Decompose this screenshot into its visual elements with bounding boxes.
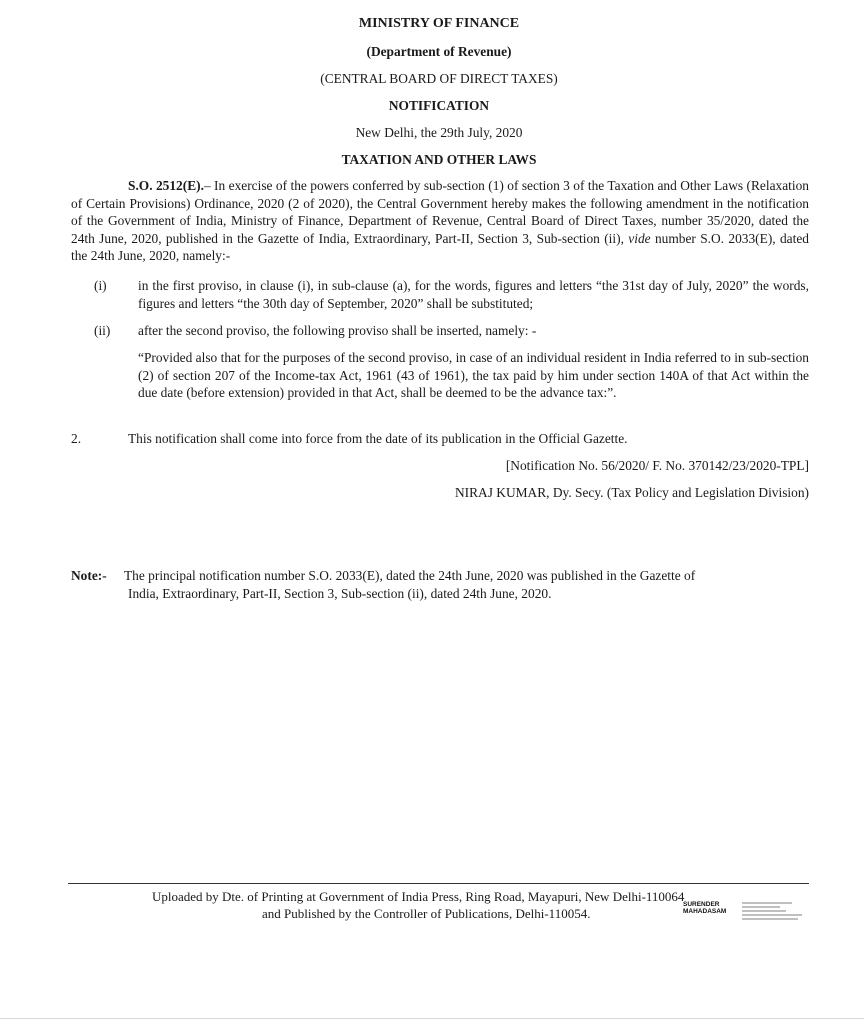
paragraph-2-number: 2. bbox=[71, 431, 82, 446]
paragraph-2-text: This notification shall come into force from the date of its publication in the Official Gazette. bbox=[128, 431, 628, 446]
item-text-ii: after the second proviso, the following proviso shall be inserted, namely: - bbox=[138, 323, 537, 338]
footer-line-1: Uploaded by Dte. of Printing at Government of India Press, Ring Road, Mayapuri, New Delhi-110064 bbox=[152, 889, 685, 904]
digital-signature-stamp-icon bbox=[740, 900, 804, 922]
main-paragraph bbox=[71, 177, 809, 265]
intro-text-part2: number S.O. 2033(E), dated the 24th June, 2020, namely:- bbox=[71, 230, 809, 264]
proviso-text: “Provided also that for the purposes of the second proviso, in case of an individual resident in India referred to in sub-section (2) of section 207 of the Income-tax Act, 1961 (43 of 1961), the tax paid by him under section 140A of that Act within the due date (before extension) provided in that Act, shall be deemed to be the advance tax:”. bbox=[138, 350, 809, 401]
item-label-i: (i) bbox=[94, 278, 107, 293]
ministry-title: MINISTRY OF FINANCE bbox=[358, 16, 520, 31]
subject-heading: TAXATION AND OTHER LAWS bbox=[341, 152, 537, 167]
footer-line-2: and Published by the Controller of Publications, Delhi-110054. bbox=[262, 906, 591, 921]
item-text-i: in the first proviso, in clause (i), in sub-clause (a), for the words, figures and letters “the 31st day of July, 2020” the words, figures and letters “the 30th day of September, 2020” shall be substituted; bbox=[138, 278, 809, 311]
department-title: (Department of Revenue) bbox=[366, 44, 512, 59]
note-label: Note:- bbox=[71, 568, 107, 583]
notification-reference: [Notification No. 56/2020/ F. No. 370142/23/2020-TPL] bbox=[505, 458, 809, 473]
note-text bbox=[124, 567, 809, 602]
place-date: New Delhi, the 29th July, 2020 bbox=[355, 125, 523, 140]
note-line-2: India, Extraordinary, Part-II, Section 3, Sub-section (ii), dated 24th June, 2020. bbox=[128, 585, 552, 601]
intro-text-part1: – In exercise of the powers conferred by sub-section (1) of section 3 of the Taxation and Other Laws (Relaxation of Certain Provisions) Ordinance, 2020 (2 of 2020), the Central Government hereby makes the following amendment in the notification of the Government of India, Ministry of Finance, Department of Revenue, Central Board of Direct Taxes, number 35/2020, dated the 24th June, 2020, published in the Gazette of India, Extraordinary, Part-II, Section 3, Sub-section (ii), bbox=[71, 178, 809, 246]
signatory: NIRAJ KUMAR, Dy. Secy. (Tax Policy and Legislation Division) bbox=[455, 485, 809, 500]
digital-signature-name bbox=[683, 901, 726, 915]
note-line-1: The principal notification number S.O. 2033(E), dated the 24th June, 2020 was published in the Gazette of bbox=[124, 568, 696, 583]
footer-divider bbox=[68, 883, 809, 884]
notification-heading: NOTIFICATION bbox=[388, 98, 490, 113]
so-number: S.O. 2512(E). bbox=[128, 178, 204, 193]
intro-vide: vide bbox=[628, 230, 651, 246]
signature-name-line-2: MAHADASAM bbox=[683, 908, 727, 915]
page-bottom-edge bbox=[0, 1018, 864, 1019]
board-title: (CENTRAL BOARD OF DIRECT TAXES) bbox=[320, 71, 558, 86]
item-label-ii: (ii) bbox=[94, 323, 111, 338]
signature-name-line-1: SURENDER bbox=[683, 901, 720, 908]
